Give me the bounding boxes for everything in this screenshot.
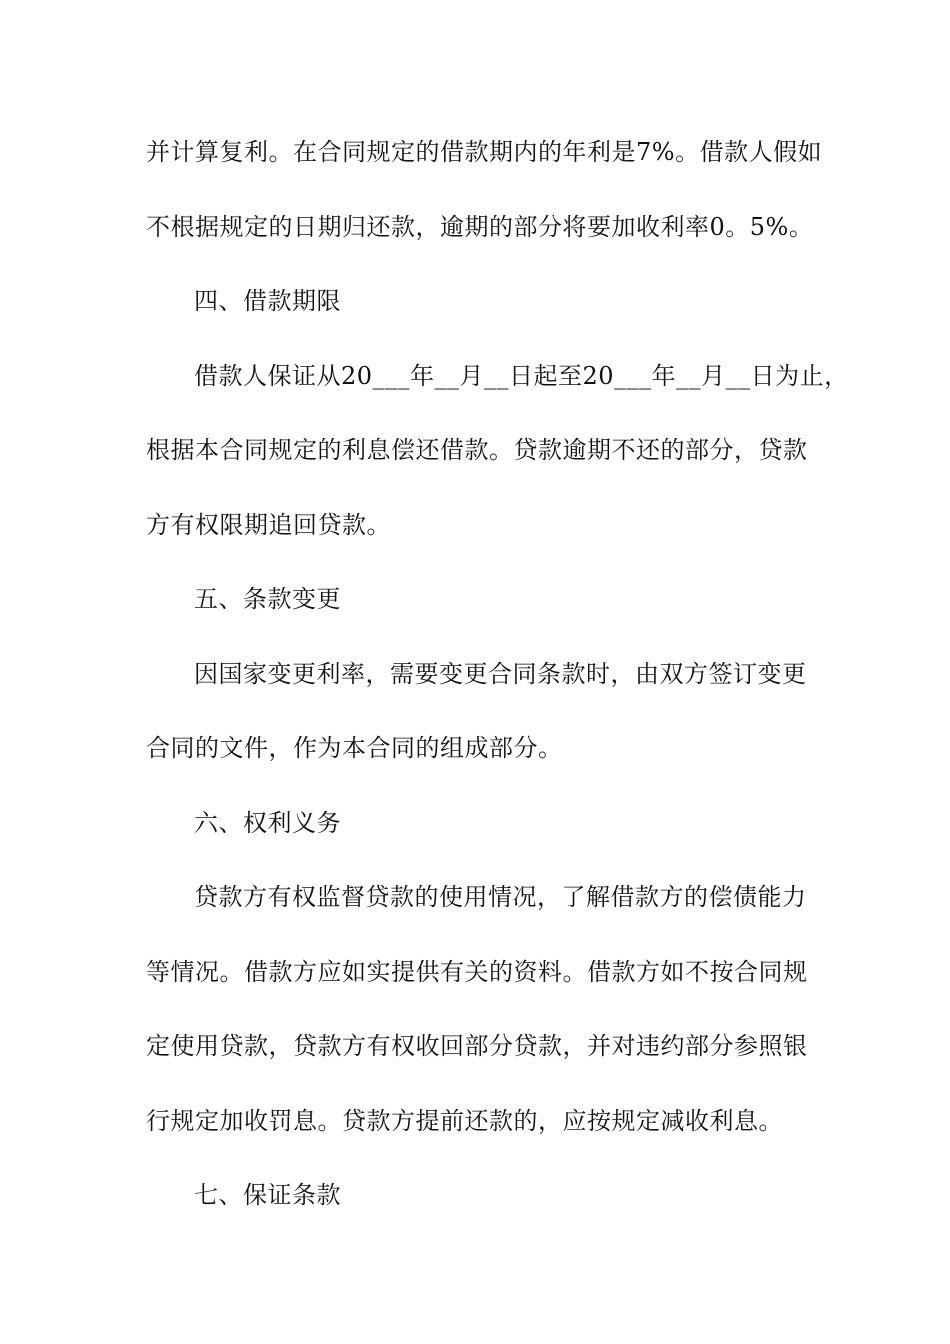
paragraph-line: 不根据规定的日期归还款，逾期的部分将要加收利率0。5%。 — [146, 213, 814, 241]
paragraph-line: 因国家变更利率，需要变更合同条款时，由双方签订变更 — [194, 660, 807, 688]
section-heading: 六、权利义务 — [194, 809, 341, 837]
paragraph-line: 等情况。借款方应如实提供有关的资料。借款方如不按合同规 — [146, 958, 808, 986]
paragraph-line: 根据本合同规定的利息偿还借款。贷款逾期不还的部分，贷款 — [146, 436, 808, 464]
paragraph-line: 方有权限期追回贷款。 — [146, 511, 391, 539]
paragraph-line: 定使用贷款，贷款方有权收回部分贷款，并对违约部分参照银 — [146, 1032, 808, 1060]
section-heading: 七、保证条款 — [194, 1181, 341, 1209]
section-heading: 四、借款期限 — [194, 287, 341, 315]
paragraph-line: 借款人保证从20___年__月__日起至20___年__月__日为止， — [194, 362, 849, 390]
section-heading: 五、条款变更 — [194, 585, 341, 613]
paragraph-line: 合同的文件，作为本合同的组成部分。 — [146, 734, 563, 762]
paragraph-line: 贷款方有权监督贷款的使用情况，了解借款方的偿债能力 — [194, 883, 807, 911]
paragraph-line: 并计算复利。在合同规定的借款期内的年利是7%。借款人假如 — [146, 138, 823, 166]
paragraph-line: 行规定加收罚息。贷款方提前还款的，应按规定减收利息。 — [146, 1107, 783, 1135]
